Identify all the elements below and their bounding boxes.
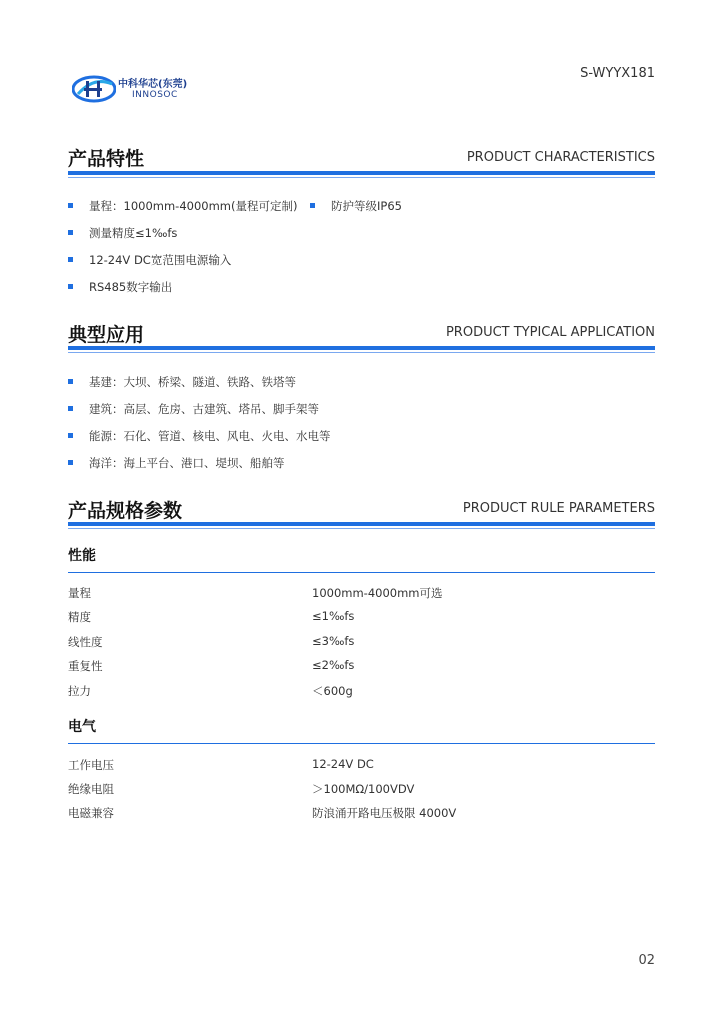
list-item: 基建：大坝、桥梁、隧道、铁路、铁塔等: [68, 374, 296, 390]
section-title-parameters: 产品规格参数: [68, 500, 183, 522]
list-item: 防护等级IP65: [310, 198, 402, 214]
list-item: 测量精度≤1‰fs: [68, 225, 177, 241]
bullet-icon: [68, 203, 73, 208]
param-label: 量程: [68, 586, 91, 600]
list-item: 量程：1000mm-4000mm(量程可定制): [68, 198, 297, 214]
param-value: ＞100MΩ/100VDV: [312, 782, 415, 796]
company-logo: [72, 72, 212, 106]
section-title-application: 典型应用: [68, 324, 145, 346]
list-item: 海洋：海上平台、港口、堤坝、船舶等: [68, 455, 285, 471]
list-item: 能源：石化、管道、核电、风电、火电、水电等: [68, 428, 331, 444]
param-value: ≤3‰fs: [312, 634, 355, 648]
bullet-icon: [68, 230, 73, 235]
param-label: 拉力: [68, 684, 91, 698]
param-value: ≤2‰fs: [312, 658, 355, 672]
section-title-application-en: PRODUCT TYPICAL APPLICATION: [445, 325, 655, 340]
subsection-title-electrical: 电气: [68, 719, 96, 735]
section-divider: [68, 346, 655, 350]
subsection-divider: [68, 743, 655, 744]
bullet-icon: [310, 203, 315, 208]
param-label: 绝缘电阻: [68, 782, 114, 796]
subsection-title-performance: 性能: [68, 548, 96, 564]
list-item: 12-24V DC宽范围电源输入: [68, 252, 231, 268]
subsection-divider: [68, 572, 655, 573]
bullet-icon: [68, 433, 73, 438]
logo-text-en: INNOSOC: [132, 90, 178, 100]
bullet-icon: [68, 379, 73, 384]
section-divider: [68, 522, 655, 526]
logo-text-cn: 中科华芯(东莞): [118, 79, 188, 90]
bullet-icon: [68, 460, 73, 465]
logo-mark-icon: [72, 74, 116, 104]
param-value: 12-24V DC: [312, 757, 374, 771]
param-label: 电磁兼容: [68, 806, 114, 820]
page-number: 02: [638, 953, 655, 968]
section-title-parameters-en: PRODUCT RULE PARAMETERS: [462, 501, 655, 516]
param-label: 工作电压: [68, 758, 114, 772]
param-value: 防浪涌开路电压极限 4000V: [312, 806, 457, 820]
bullet-icon: [68, 257, 73, 262]
model-number: S-WYYX181: [580, 66, 655, 81]
bullet-icon: [68, 284, 73, 289]
list-item: 建筑：高层、危房、古建筑、塔吊、脚手架等: [68, 401, 319, 417]
param-value: ≤1‰fs: [312, 609, 355, 623]
bullet-icon: [68, 406, 73, 411]
param-value: 1000mm-4000mm可选: [312, 586, 443, 600]
param-label: 精度: [68, 610, 91, 624]
param-label: 线性度: [68, 635, 103, 649]
section-divider: [68, 171, 655, 175]
param-value: ＜600g: [312, 684, 353, 698]
section-title-characteristics-en: PRODUCT CHARACTERISTICS: [466, 150, 655, 165]
param-label: 重复性: [68, 659, 103, 673]
list-item: RS485数字输出: [68, 279, 172, 295]
section-title-characteristics: 产品特性: [68, 148, 145, 170]
